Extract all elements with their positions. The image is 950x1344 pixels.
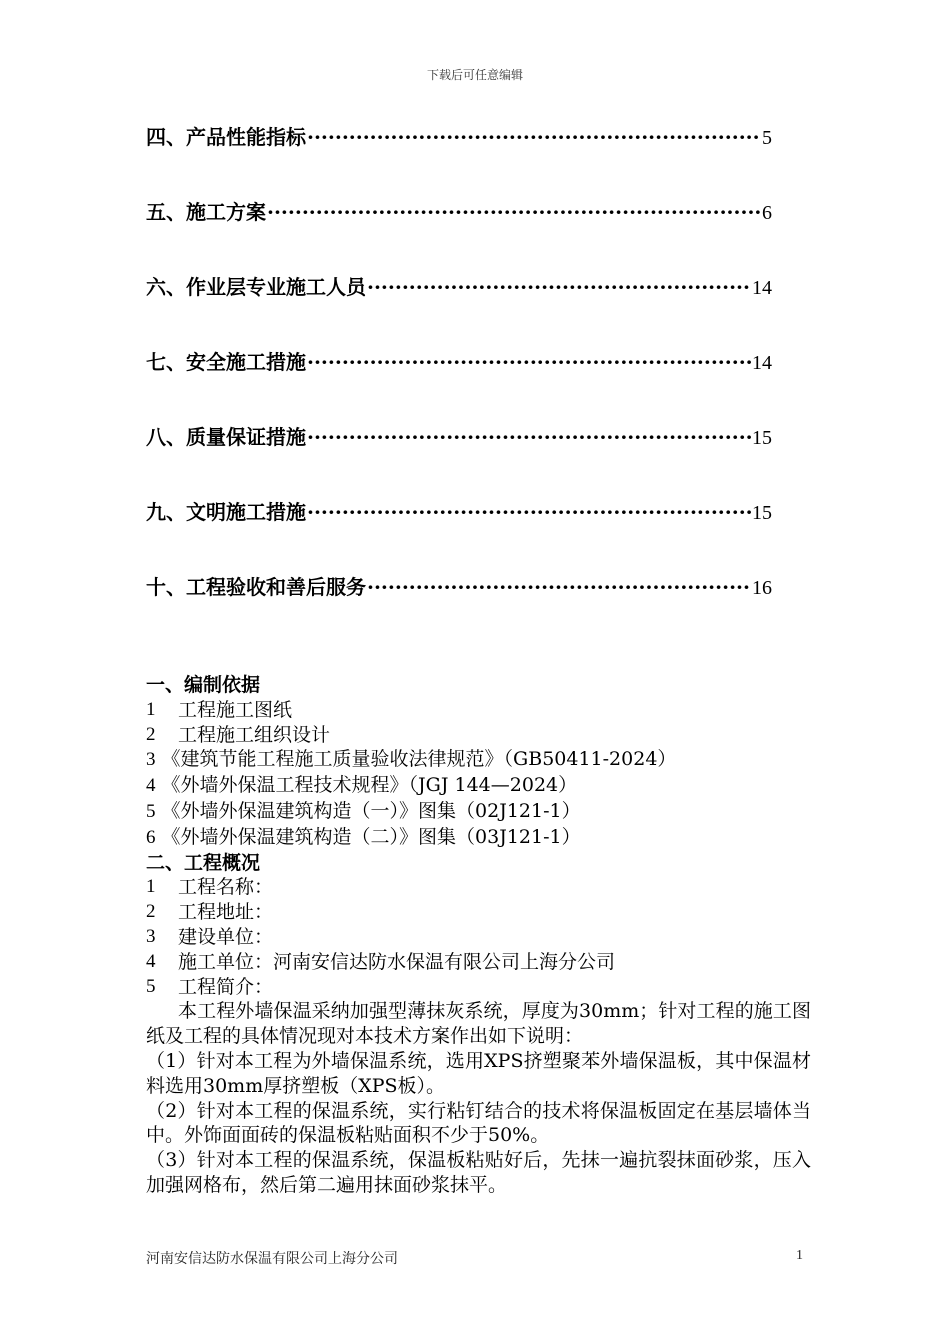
toc-leader-dots bbox=[307, 496, 751, 528]
toc-leader-dots bbox=[307, 346, 751, 378]
toc-leader-dots bbox=[367, 271, 751, 303]
section-heading-basis: 一、编制依据 bbox=[146, 674, 261, 696]
toc-entry-page: 14 bbox=[752, 277, 772, 299]
list-item-number: 2 bbox=[146, 723, 156, 745]
reference-item bbox=[146, 773, 811, 799]
list-item bbox=[146, 975, 811, 1000]
list-item-text: 工程名称： bbox=[178, 876, 274, 899]
toc-leader-dots bbox=[307, 421, 751, 453]
toc-entry[interactable] bbox=[146, 121, 772, 196]
toc-entry-page: 5 bbox=[762, 127, 772, 149]
reference-number: 5 bbox=[146, 800, 156, 822]
toc-entry[interactable] bbox=[146, 271, 772, 346]
list-item bbox=[146, 950, 811, 975]
toc-entry-page: 6 bbox=[762, 202, 772, 224]
reference-number: 4 bbox=[146, 775, 156, 797]
toc-entry[interactable] bbox=[146, 421, 772, 496]
reference-item bbox=[146, 747, 811, 773]
section-heading-overview: 二、工程概况 bbox=[146, 851, 261, 874]
list-item-number: 5 bbox=[146, 975, 156, 997]
list-item-text: 工程施工组织设计 bbox=[178, 723, 331, 746]
toc-entry-title: 六、作业层专业施工人员 bbox=[146, 275, 366, 299]
list-item-number: 4 bbox=[146, 950, 156, 972]
reference-text: 《外墙外保温工程技术规程》（JGJ 144—2024） bbox=[161, 774, 578, 797]
list-item-number: 2 bbox=[146, 901, 156, 923]
toc-entry-page: 15 bbox=[752, 502, 772, 524]
reference-item bbox=[146, 799, 811, 825]
toc-entry-page: 14 bbox=[752, 352, 772, 374]
reference-number: 6 bbox=[146, 826, 156, 848]
header-note: 下载后可任意编辑 bbox=[426, 68, 523, 82]
reference-text: 《外墙外保温建筑构造（二）》图集（03J121-1） bbox=[161, 825, 581, 848]
list-item bbox=[146, 723, 811, 748]
project-intro-paragraph: 本工程外墙保温采纳加强型薄抹灰系统，厚度为30mm；针对工程的施工图纸及工程的具体情况现对本技术方案作出如下说明： bbox=[146, 1000, 811, 1048]
toc-entry[interactable] bbox=[146, 346, 772, 421]
list-item-text: 工程施工图纸 bbox=[178, 698, 293, 721]
footer-company: 河南安信达防水保温有限公司上海分公司 bbox=[146, 1251, 398, 1267]
reference-item bbox=[146, 825, 811, 851]
footer-page-number: 1 bbox=[796, 1248, 803, 1263]
toc-entry-title: 四、产品性能指标 bbox=[146, 125, 306, 149]
reference-text: 《外墙外保温建筑构造（一）》图集（02J121-1） bbox=[161, 799, 581, 822]
list-item-text: 工程地址： bbox=[178, 901, 274, 924]
toc-leader-dots bbox=[267, 196, 761, 228]
list-item bbox=[146, 875, 811, 900]
list-item-text: 施工单位：河南安信达防水保温有限公司上海分公司 bbox=[178, 950, 616, 973]
document-body bbox=[146, 673, 811, 1198]
technical-point: （1）针对本工程为外墙保温系统，选用XPS挤塑聚苯外墙保温板，其中保温材料选用30mm厚挤塑板（XPS板）。 bbox=[146, 1049, 811, 1097]
list-item-number: 3 bbox=[146, 925, 156, 947]
technical-point: （2）针对本工程的保温系统，实行粘钉结合的技术将保温板固定在基层墙体当中。外饰面面砖的保温板粘贴面积不少于50%。 bbox=[146, 1099, 811, 1147]
reference-number: 3 bbox=[146, 749, 156, 771]
list-item bbox=[146, 698, 811, 723]
toc-leader-dots bbox=[307, 121, 761, 153]
technical-point: （3）针对本工程的保温系统，保温板粘贴好后，先抹一遍抗裂抹面砂浆，压入加强网格布，然后第二遍用抹面砂浆抹平。 bbox=[146, 1149, 811, 1196]
list-item bbox=[146, 925, 811, 950]
toc-entry-title: 八、质量保证措施 bbox=[146, 425, 306, 449]
reference-text: 《建筑节能工程施工质量验收法律规范》（GB50411-2024） bbox=[161, 748, 677, 771]
toc-entry[interactable] bbox=[146, 496, 772, 571]
list-item-number: 1 bbox=[146, 698, 156, 720]
toc-entry-page: 16 bbox=[752, 577, 772, 599]
list-item-number: 1 bbox=[146, 876, 156, 898]
toc-entry-page: 15 bbox=[752, 427, 772, 449]
list-item-text: 建设单位： bbox=[178, 925, 274, 948]
toc-entry[interactable] bbox=[146, 571, 772, 646]
toc-entry-title: 十、工程验收和善后服务 bbox=[146, 575, 366, 599]
toc-entry-title: 五、施工方案 bbox=[146, 200, 266, 224]
list-item-text: 工程简介： bbox=[178, 975, 274, 998]
toc-entry-title: 九、文明施工措施 bbox=[146, 500, 306, 524]
toc-entry-title: 七、安全施工措施 bbox=[146, 350, 306, 374]
list-item bbox=[146, 900, 811, 925]
toc-entry[interactable] bbox=[146, 196, 772, 271]
toc-leader-dots bbox=[367, 571, 751, 603]
table-of-contents bbox=[146, 121, 772, 646]
